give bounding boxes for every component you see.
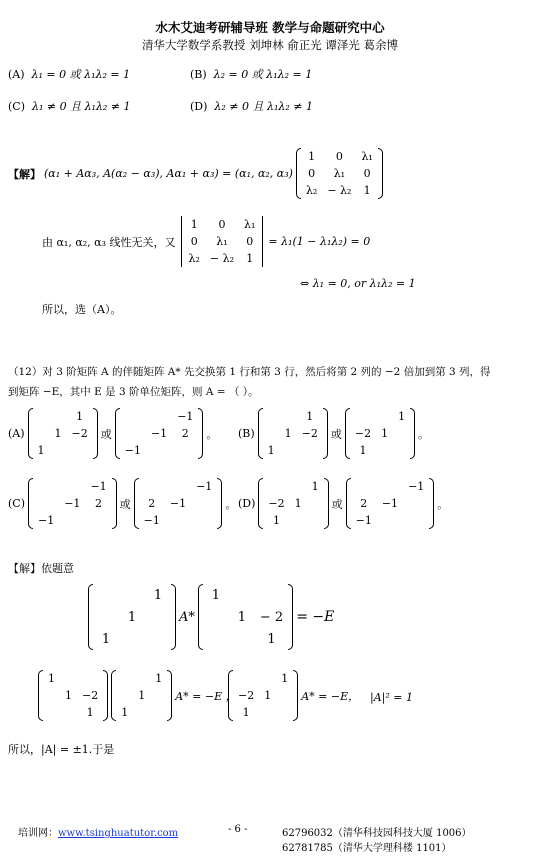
matrix-cell: 1 [273, 514, 281, 527]
footer-phone-2: 62781785（清华大学理科楼 1101） [282, 843, 452, 854]
matrix-cell [377, 478, 403, 495]
matrix-cell: 1 [153, 587, 163, 603]
matrix-cell: 2 [95, 497, 103, 510]
q12-main-equation: 1 1 1 A* 1 1 − 2 1 = −E [88, 584, 334, 650]
matrix-cell [377, 512, 403, 529]
matrix-cell [403, 495, 429, 512]
matrix-cell [59, 512, 85, 529]
matrix-cell: 1 [127, 609, 137, 625]
q12-right-equation: 1 −2 1 1 A* = −E， [228, 670, 359, 721]
matrix-cell [263, 478, 289, 495]
matrix-cell [276, 704, 293, 721]
determinant [179, 216, 266, 267]
matrix-cell: 0 [308, 167, 316, 180]
matrix-cell [43, 704, 60, 721]
matrix-cell: 1 [211, 587, 221, 603]
matrix-cell: λ₂ [188, 252, 200, 265]
matrix-cell [229, 628, 255, 650]
matrix-cell [191, 495, 217, 512]
matrix-cell: 1 [237, 609, 247, 625]
matrix-cell [77, 670, 103, 687]
matrix-cell: 1 [363, 184, 371, 197]
q12-option-d: (D) 1 −2 1 1 或 −1 2 −1 −1 。 [238, 480, 449, 527]
matrix-cell [233, 670, 259, 687]
matrix-cell [50, 442, 67, 459]
matrix-cell [307, 495, 324, 512]
matrix-cell [60, 670, 77, 687]
matrix-cell [150, 704, 167, 721]
matrix-cell: −1 [150, 427, 168, 440]
matrix-cell [139, 478, 165, 495]
matrix-cell: 1 [398, 410, 406, 423]
matrix-cell: −2 [238, 689, 255, 702]
matrix-cell: −2 [301, 427, 318, 440]
matrix-cell: 1 [267, 444, 275, 457]
matrix-cell: −1 [408, 480, 425, 493]
q12-stem-line2: 到矩阵 −E，其中 E 是 3 阶单位矩阵，则 A = （ ）。 [8, 386, 259, 398]
matrix-cell [119, 584, 145, 606]
matrix-cell: − λ₂ [327, 184, 352, 197]
matrix-cell: 1 [155, 672, 163, 685]
matrix-cell [350, 408, 376, 425]
matrix-cell [145, 606, 171, 628]
matrix-cell [120, 425, 146, 442]
q12-option-c: (C) −1 −1 2 −1 或 −1 2 −1 −1 。 [8, 480, 237, 527]
matrix [345, 408, 415, 459]
q11-implies: ⇔ λ₁ = 0, or λ₁λ₂ = 1 [300, 277, 416, 290]
matrix-cell [119, 628, 145, 650]
matrix-cell: λ₁ [244, 218, 256, 231]
matrix-cell: − 2 [259, 609, 284, 625]
option-b: (B) λ₂ = 0 或 λ₁λ₂ = 1 [190, 68, 313, 81]
matrix-cell: 1 [281, 672, 289, 685]
matrix-cell: −1 [64, 497, 81, 510]
matrix-cell: 1 [246, 252, 254, 265]
q12-stem-line1: （12）对 3 阶矩阵 A 的伴随矩阵 A* 先交换第 1 行和第 3 行，然后将第 2 列的 −2 倍加到第 3 列，得 [8, 366, 491, 378]
matrix-cell: −1 [381, 497, 399, 510]
matrix-cell: 1 [190, 218, 198, 231]
option-a: (A) λ₁ = 0 或 λ₁λ₂ = 1 [8, 68, 131, 81]
matrix-cell: 0 [190, 235, 198, 248]
matrix-cell: 1 [359, 444, 367, 457]
matrix-cell [280, 408, 297, 425]
matrix-cell: 1 [284, 427, 292, 440]
matrix-cell: −1 [355, 514, 372, 527]
matrix-cell [376, 442, 393, 459]
matrix-cell: −1 [196, 480, 213, 493]
matrix-cell: 1 [308, 150, 316, 163]
matrix-cell: 0 [246, 235, 254, 248]
matrix-cell [146, 442, 172, 459]
footer-site: 培训网：www.tsinghuatutor.com [18, 828, 179, 839]
matrix-cell [307, 512, 324, 529]
matrix-cell: − λ₂ [209, 252, 234, 265]
matrix-cell: 1 [138, 689, 146, 702]
matrix-cell [120, 408, 146, 425]
matrix [258, 408, 328, 459]
matrix-cell: 1 [267, 631, 276, 647]
matrix-cell: 0 [218, 218, 226, 231]
q12-final: 所以，|A| = ±1.于是 [8, 743, 115, 756]
matrix-cell: 1 [37, 444, 45, 457]
matrix-cell: −1 [90, 480, 107, 493]
matrix-cell: 1 [54, 427, 62, 440]
matrix-cell: 1 [242, 706, 250, 719]
matrix-cell [229, 584, 255, 606]
matrix-cell [67, 442, 93, 459]
matrix-cell [203, 628, 229, 650]
matrix [111, 670, 172, 721]
matrix-cell [116, 687, 133, 704]
matrix-cell: 1 [65, 689, 72, 702]
option-c: (C) λ₁ ≠ 0 且 λ₁λ₂ ≠ 1 [8, 100, 131, 113]
matrix [346, 478, 435, 529]
matrix-cell: λ₂ [305, 184, 318, 197]
matrix [198, 584, 293, 650]
matrix-cell: −2 [82, 689, 99, 702]
page-header-authors: 清华大学数学系教授 刘坤林 俞正光 谭泽光 葛余博 [141, 38, 399, 52]
matrix-cell [276, 687, 293, 704]
q12-det-squared: |A|² = 1 [370, 691, 413, 704]
matrix-cell [93, 606, 119, 628]
q12-option-a: (A) 1 1 −2 1 或 −1 −1 2 −1 。 [8, 410, 218, 457]
matrix-cell [376, 408, 393, 425]
matrix-cell [259, 670, 276, 687]
matrix-cell [263, 408, 280, 425]
matrix-cell [297, 442, 323, 459]
matrix-cell [263, 425, 280, 442]
matrix-cell [290, 478, 307, 495]
matrix-cell: 1 [311, 480, 319, 493]
matrix-cell: −1 [177, 410, 194, 423]
matrix-cell [133, 704, 150, 721]
matrix-cell [259, 704, 276, 721]
matrix-cell [203, 606, 229, 628]
matrix-cell [393, 442, 410, 459]
matrix-cell: 2 [148, 497, 156, 510]
matrix-cell [33, 425, 50, 442]
matrix-cell [255, 584, 288, 606]
matrix-cell [93, 584, 119, 606]
matrix-cell [116, 670, 133, 687]
q12-left-equation: 1 1 −2 1 1 1 1 A* = −E ， [38, 670, 237, 721]
matrix-cell: −2 [354, 427, 372, 440]
page-header-title: 水木艾迪考研辅导班 教学与命题研究中心 [155, 20, 385, 35]
matrix-cell [133, 670, 150, 687]
q11-conclusion: 所以，选（A）。 [42, 303, 122, 316]
matrix-cell [85, 512, 111, 529]
matrix-cell: 1 [294, 497, 302, 510]
matrix-cell [290, 512, 307, 529]
matrix [296, 148, 383, 199]
matrix-cell [59, 478, 85, 495]
matrix [228, 670, 298, 721]
matrix [28, 478, 117, 529]
matrix [28, 408, 98, 459]
matrix-cell: 1 [381, 427, 389, 440]
matrix-cell [165, 512, 191, 529]
matrix-cell [191, 512, 217, 529]
matrix-cell [165, 478, 191, 495]
matrix-cell [351, 478, 377, 495]
matrix-cell [146, 408, 172, 425]
matrix-cell [172, 442, 198, 459]
matrix-cell: 1 [76, 410, 84, 423]
option-d: (D) λ₂ ≠ 0 且 λ₁λ₂ ≠ 1 [190, 100, 313, 113]
matrix-cell [33, 408, 50, 425]
matrix-cell: 1 [306, 410, 314, 423]
matrix-cell: λ₁ [216, 235, 228, 248]
matrix-cell: −2 [71, 427, 88, 440]
matrix-cell [60, 704, 77, 721]
matrix [88, 584, 176, 650]
matrix-cell: −1 [143, 514, 160, 527]
matrix-cell [43, 687, 60, 704]
matrix [134, 478, 223, 529]
matrix-cell: 1 [101, 631, 111, 647]
matrix-cell [150, 687, 167, 704]
matrix-cell: −1 [169, 497, 187, 510]
matrix-cell: −1 [124, 444, 141, 457]
matrix [258, 478, 328, 529]
matrix-cell: λ₁ [333, 167, 346, 180]
matrix [115, 408, 204, 459]
q12-solution-tag: 【解】依题意 [8, 562, 74, 575]
matrix-cell: 2 [181, 427, 189, 440]
matrix-cell [33, 478, 59, 495]
matrix-cell: −1 [38, 514, 55, 527]
matrix-cell [50, 408, 67, 425]
footer-url-link[interactable]: www.tsinghuatutor.com [58, 828, 179, 839]
matrix [38, 670, 108, 721]
matrix-cell: 2 [360, 497, 368, 510]
matrix-cell [145, 628, 171, 650]
q11-solution-eq1: 【解】 (α₁ + Aα₃, A(α₂ − α₃), Aα₁ + α₃) = (α₁, α₂, α₃) 1 0 λ₁ 0 λ₁ 0 λ₂ − λ₂ 1 [8, 148, 383, 199]
matrix-cell: 1 [264, 689, 272, 702]
matrix-cell: 1 [121, 706, 129, 719]
matrix-cell: 0 [363, 167, 371, 180]
footer-phone-1: 62796032（清华科技园科技大厦 1006） [282, 828, 472, 839]
q11-solution-det: 由 α₁, α₂, α₃ 线性无关，又 1 0 λ₁ 0 λ₁ 0 λ₂ − λ₂ 1 = λ₁(1 − λ₁λ₂) = 0 [42, 218, 371, 265]
footer-page-number: - 6 - [228, 824, 248, 835]
matrix-cell: λ₁ [361, 150, 373, 163]
matrix-cell [393, 425, 410, 442]
matrix-cell [280, 442, 297, 459]
matrix-cell: 1 [86, 706, 94, 719]
matrix-cell: 1 [48, 672, 55, 685]
matrix-cell [33, 495, 59, 512]
matrix-cell [403, 512, 429, 529]
q12-option-b: (B) 1 1 −2 1 或 1 −2 1 1 。 [238, 410, 430, 457]
matrix-cell: −2 [268, 497, 285, 510]
matrix-cell: 0 [335, 150, 343, 163]
